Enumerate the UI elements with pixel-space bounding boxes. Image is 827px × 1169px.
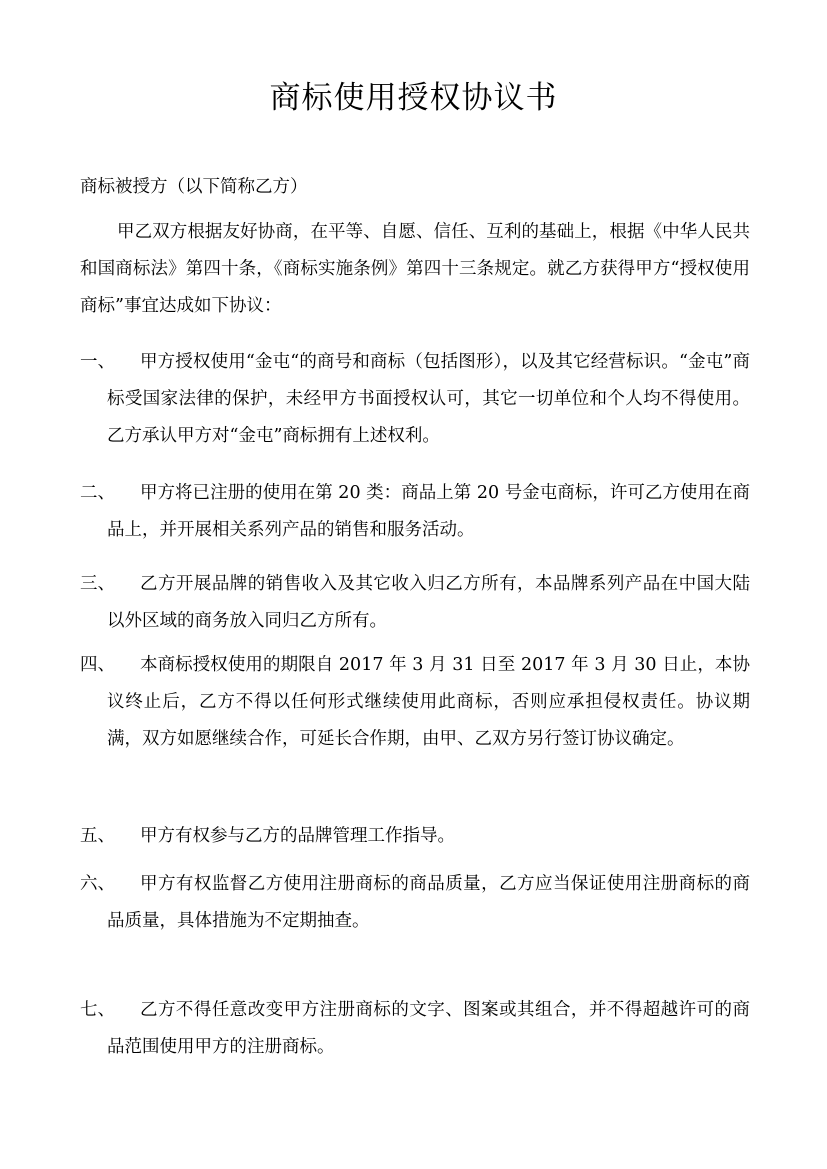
document-title: 商标使用授权协议书 [269, 80, 558, 116]
clause-text: 甲方授权使用“金屯“的商号和商标（包括图形），以及其它经营标识。“金屯”商标受国家法律的保护，未经甲方书面授权认可，其它一切单位和个人均不得使用。乙方承认甲方对“金屯”商标拥有上述权利。 [107, 352, 750, 446]
clause-text: 乙方不得任意改变甲方注册商标的文字、图案或其组合，并不得超越许可的商品范围使用甲方的注册商标。 [107, 1000, 750, 1057]
clause-text: 甲方有权参与乙方的品牌管理工作指导。 [140, 826, 455, 846]
clause-6 [80, 866, 750, 940]
clause-text: 本商标授权使用的期限自 2017 年 3 月 31 日至 2017 年 3 月 30 日止，本协议终止后，乙方不得以任何形式继续使用此商标，否则应承担侵权责任。协议期满，双方如愿继续合作，可延长合作期，由甲、乙双方另行签订协议确定。 [107, 655, 750, 749]
clause-number: 五、 [80, 826, 115, 846]
intro-paragraph: 甲乙双方根据友好协商，在平等、自愿、信任、互利的基础上，根据《中华人民共和国商标法》第四十条，《商标实施条例》第四十三条规定。就乙方获得甲方“授权使用商标”事宜达成如下协议： [80, 222, 750, 316]
clause-4 [80, 647, 750, 758]
clause-number: 一、 [80, 352, 115, 372]
clause-number: 四、 [80, 655, 115, 675]
clause-number: 三、 [80, 574, 115, 594]
clause-3 [80, 566, 750, 640]
clause-1 [80, 344, 750, 455]
clause-text: 甲方将已注册的使用在第 20 类：商品上第 20 号金屯商标，许可乙方使用在商品上，并开展相关系列产品的销售和服务活动。 [107, 483, 750, 540]
clause-2 [80, 475, 750, 549]
clause-5 [80, 818, 750, 855]
clause-number: 七、 [80, 1000, 115, 1020]
clause-7 [80, 992, 750, 1066]
recipient-line: 商标被授方（以下简称乙方） [80, 177, 308, 197]
clause-number: 六、 [80, 874, 115, 894]
clause-text: 甲方有权监督乙方使用注册商标的商品质量，乙方应当保证使用注册商标的商品质量，具体措施为不定期抽查。 [107, 874, 750, 931]
clause-number: 二、 [80, 483, 115, 503]
clause-text: 乙方开展品牌的销售收入及其它收入归乙方所有，本品牌系列产品在中国大陆以外区域的商务放入同归乙方所有。 [107, 574, 750, 631]
